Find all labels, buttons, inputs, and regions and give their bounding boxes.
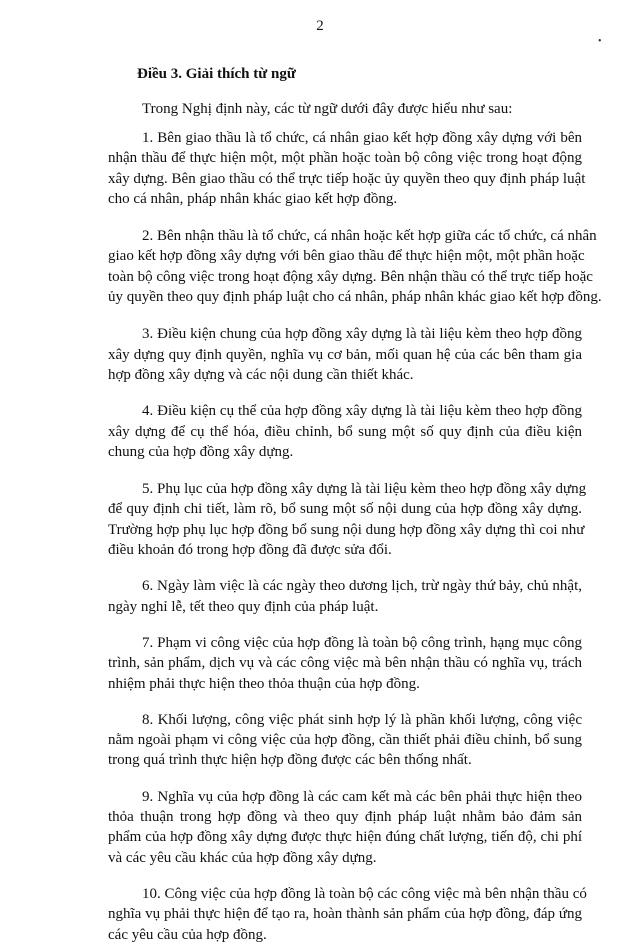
intro-text: Trong Nghị định này, các từ ngữ dưới đây được hiểu như sau: bbox=[142, 101, 513, 117]
definition-paragraph bbox=[108, 226, 602, 307]
paragraph-line: các yêu cầu của hợp đồng. bbox=[108, 926, 267, 943]
page-number: 2 bbox=[316, 18, 324, 34]
definition-paragraph bbox=[108, 787, 582, 868]
paragraph-line: giao kết hợp đồng xây dựng với bên giao thầu để thực hiện một, một phần hoặc bbox=[108, 248, 585, 265]
definition-paragraph bbox=[108, 401, 582, 462]
paragraph-line: xây dựng. Bên giao thầu có thể trực tiếp hoặc ủy quyền theo quy định pháp luật bbox=[108, 170, 586, 187]
definition-paragraph bbox=[108, 884, 587, 945]
definition-paragraph bbox=[108, 128, 586, 209]
paragraph-line: thỏa thuận trong hợp đồng và theo quy định pháp luật nhằm bảo đảm sản bbox=[108, 809, 582, 826]
paragraph-line: toàn bộ công việc trong hoạt động xây dựng. Bên nhận thầu có thể trực tiếp hoặc bbox=[108, 268, 593, 285]
paragraph-line: 3. Điều kiện chung của hợp đồng xây dựng là tài liệu kèm theo hợp đồng bbox=[142, 326, 582, 343]
paragraph-line: 1. Bên giao thầu là tổ chức, cá nhân giao kết hợp đồng xây dựng với bên bbox=[142, 130, 582, 146]
paragraph-line: 4. Điều kiện cụ thể của hợp đồng xây dựng là tài liệu kèm theo hợp đồng bbox=[142, 403, 582, 420]
paragraph-line: trong quá trình thực hiện hợp đồng được các bên thống nhất. bbox=[108, 752, 472, 769]
paragraph-line: nằm ngoài phạm vi công việc của hợp đồng, cần thiết phải điều chỉnh, bổ sung bbox=[108, 732, 582, 749]
paragraph-line: 5. Phụ lục của hợp đồng xây dựng là tài liệu kèm theo hợp đồng xây dựng bbox=[142, 481, 587, 498]
definitions-list bbox=[108, 128, 602, 945]
paragraph-line: xây dựng để cụ thể hóa, điều chỉnh, bổ sung một số quy định của điều kiện bbox=[108, 423, 582, 440]
paragraph-line: nhận thầu để thực hiện một, một phần hoặc toàn bộ công việc trong hoạt động bbox=[108, 150, 582, 167]
paragraph-line: trình, sản phẩm, dịch vụ và các công việc mà bên nhận thầu có nghĩa vụ, trách bbox=[108, 655, 582, 672]
definition-paragraph bbox=[108, 633, 582, 694]
paragraph-line: chung của hợp đồng xây dựng. bbox=[108, 443, 294, 460]
paragraph-line: ủy quyền theo quy định pháp luật cho cá nhân, pháp nhân khác giao kết hợp đồng. bbox=[108, 289, 602, 306]
paragraph-line: 10. Công việc của hợp đồng là toàn bộ các công việc mà bên nhận thầu có bbox=[142, 885, 587, 902]
paragraph-line: để quy định chi tiết, làm rõ, bổ sung một số nội dung của hợp đồng xây dựng. bbox=[108, 501, 582, 518]
paragraph-line: 8. Khối lượng, công việc phát sinh hợp lý là phần khối lượng, công việc bbox=[142, 711, 582, 728]
scan-speck: • bbox=[598, 36, 602, 47]
definition-paragraph bbox=[108, 324, 582, 385]
paragraph-line: cho cá nhân, pháp nhân khác giao kết hợp đồng. bbox=[108, 190, 398, 207]
paragraph-line: ngày nghỉ lễ, tết theo quy định của pháp luật. bbox=[108, 598, 379, 615]
paragraph-line: xây dựng quy định quyền, nghĩa vụ cơ bản, mối quan hệ của các bên tham gia bbox=[108, 346, 582, 363]
definition-paragraph bbox=[108, 710, 582, 771]
paragraph-line: 9. Nghĩa vụ của hợp đồng là các cam kết mà các bên phải thực hiện theo bbox=[142, 788, 582, 805]
definition-paragraph bbox=[108, 479, 587, 560]
definition-paragraph bbox=[108, 576, 582, 617]
paragraph-line: nghĩa vụ phải thực hiện để tạo ra, hoàn thành sản phẩm của hợp đồng, đáp ứng bbox=[108, 906, 582, 923]
paragraph-line: điều khoản đó trong hợp đồng đã được sửa đổi. bbox=[108, 542, 392, 559]
article-title: Điều 3. Giải thích từ ngữ bbox=[137, 66, 296, 82]
paragraph-line: hợp đồng xây dựng và các nội dung cần thiết khác. bbox=[108, 366, 414, 383]
paragraph-line: phẩm của hợp đồng xây dựng được thực hiện đúng chất lượng, tiến độ, chi phí bbox=[108, 829, 582, 846]
paragraph-line: Trường hợp phụ lục hợp đồng bổ sung nội dung hợp đồng xây dựng thì coi như bbox=[108, 521, 585, 538]
paragraph-line: 6. Ngày làm việc là các ngày theo dương lịch, trừ ngày thứ bảy, chủ nhật, bbox=[142, 578, 582, 595]
paragraph-line: và các yêu cầu khác của hợp đồng xây dựng. bbox=[108, 849, 377, 866]
paragraph-line: 2. Bên nhận thầu là tổ chức, cá nhân hoặc kết hợp giữa các tổ chức, cá nhân bbox=[142, 228, 597, 245]
paragraph-line: 7. Phạm vi công việc của hợp đồng là toàn bộ công trình, hạng mục công bbox=[142, 634, 582, 651]
paragraph-line: nhiệm phải thực hiện theo thỏa thuận của hợp đồng. bbox=[108, 675, 420, 692]
